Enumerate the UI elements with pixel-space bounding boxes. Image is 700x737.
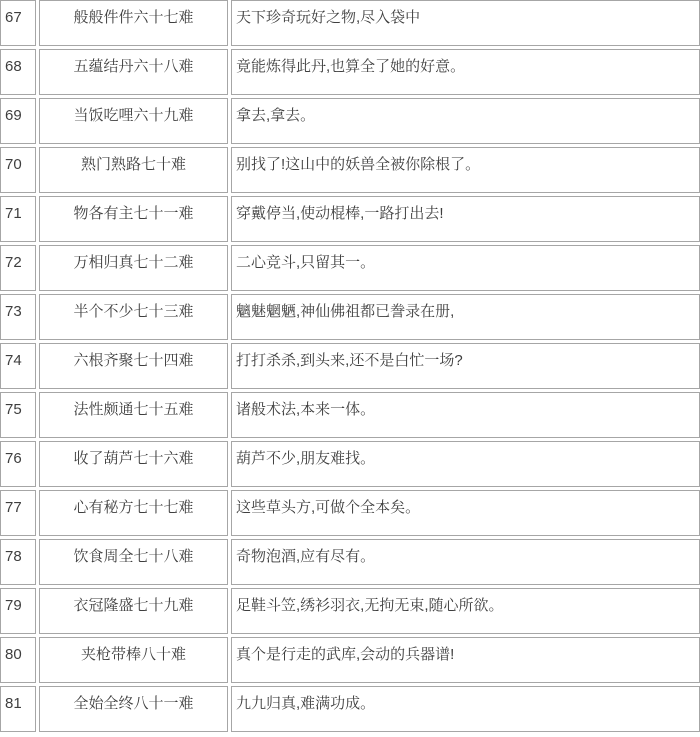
table-row bbox=[0, 49, 700, 95]
journal-quote-cell: 奇物泡酒,应有尽有。 bbox=[231, 539, 700, 585]
table-row bbox=[0, 392, 700, 438]
row-number-cell: 70 bbox=[0, 147, 36, 193]
difficulty-name-cell: 夹枪带棒八十难 bbox=[39, 637, 228, 683]
row-number-cell: 67 bbox=[0, 0, 36, 46]
row-number-cell: 79 bbox=[0, 588, 36, 634]
table-row bbox=[0, 441, 700, 487]
row-number-cell: 74 bbox=[0, 343, 36, 389]
table-row bbox=[0, 294, 700, 340]
table-row bbox=[0, 196, 700, 242]
journal-quote-cell: 这些草头方,可做个全本矣。 bbox=[231, 490, 700, 536]
journal-quote-cell: 足鞋斗笠,绣衫羽衣,无拘无束,随心所欲。 bbox=[231, 588, 700, 634]
row-number-cell: 69 bbox=[0, 98, 36, 144]
difficulty-name-cell: 收了葫芦七十六难 bbox=[39, 441, 228, 487]
row-number-cell: 73 bbox=[0, 294, 36, 340]
difficulty-name-cell: 物各有主七十一难 bbox=[39, 196, 228, 242]
table-row bbox=[0, 637, 700, 683]
difficulty-name-cell: 半个不少七十三难 bbox=[39, 294, 228, 340]
difficulty-name-cell: 饮食周全七十八难 bbox=[39, 539, 228, 585]
row-number-cell: 78 bbox=[0, 539, 36, 585]
difficulty-name-cell: 般般件件六十七难 bbox=[39, 0, 228, 46]
table-row bbox=[0, 343, 700, 389]
difficulty-name-cell: 心有秘方七十七难 bbox=[39, 490, 228, 536]
row-number-cell: 71 bbox=[0, 196, 36, 242]
journal-quote-cell: 打打杀杀,到头来,还不是白忙一场? bbox=[231, 343, 700, 389]
difficulty-name-cell: 五蕴结丹六十八难 bbox=[39, 49, 228, 95]
row-number-cell: 81 bbox=[0, 686, 36, 732]
difficulty-name-cell: 六根齐聚七十四难 bbox=[39, 343, 228, 389]
table-row bbox=[0, 588, 700, 634]
journal-quote-cell: 真个是行走的武库,会动的兵器谱! bbox=[231, 637, 700, 683]
journal-quote-cell: 别找了!这山中的妖兽全被你除根了。 bbox=[231, 147, 700, 193]
difficulty-name-cell: 法性颇通七十五难 bbox=[39, 392, 228, 438]
journal-quote-cell: 天下珍奇玩好之物,尽入袋中 bbox=[231, 0, 700, 46]
table-row bbox=[0, 490, 700, 536]
table-row bbox=[0, 147, 700, 193]
row-number-cell: 80 bbox=[0, 637, 36, 683]
row-number-cell: 76 bbox=[0, 441, 36, 487]
journal-quote-cell: 葫芦不少,朋友难找。 bbox=[231, 441, 700, 487]
row-number-cell: 68 bbox=[0, 49, 36, 95]
difficulty-name-cell: 万相归真七十二难 bbox=[39, 245, 228, 291]
journal-quote-cell: 拿去,拿去。 bbox=[231, 98, 700, 144]
journal-quote-cell: 二心竞斗,只留其一。 bbox=[231, 245, 700, 291]
difficulty-name-cell: 全始全终八十一难 bbox=[39, 686, 228, 732]
difficulty-name-cell: 当饭吃哩六十九难 bbox=[39, 98, 228, 144]
row-number-cell: 77 bbox=[0, 490, 36, 536]
journal-quote-cell: 九九归真,难满功成。 bbox=[231, 686, 700, 732]
row-number-cell: 75 bbox=[0, 392, 36, 438]
journal-quote-cell: 竟能炼得此丹,也算全了她的好意。 bbox=[231, 49, 700, 95]
table-row bbox=[0, 686, 700, 732]
journal-quote-cell: 诸般术法,本来一体。 bbox=[231, 392, 700, 438]
table-row bbox=[0, 0, 700, 46]
table-row bbox=[0, 98, 700, 144]
difficulty-name-cell: 熟门熟路七十难 bbox=[39, 147, 228, 193]
journal-quote-cell: 穿戴停当,使动棍棒,一路打出去! bbox=[231, 196, 700, 242]
row-number-cell: 72 bbox=[0, 245, 36, 291]
journal-quote-cell: 魑魅魍魉,神仙佛祖都已誊录在册, bbox=[231, 294, 700, 340]
table-row bbox=[0, 539, 700, 585]
table-row bbox=[0, 245, 700, 291]
difficulty-name-cell: 衣冠隆盛七十九难 bbox=[39, 588, 228, 634]
